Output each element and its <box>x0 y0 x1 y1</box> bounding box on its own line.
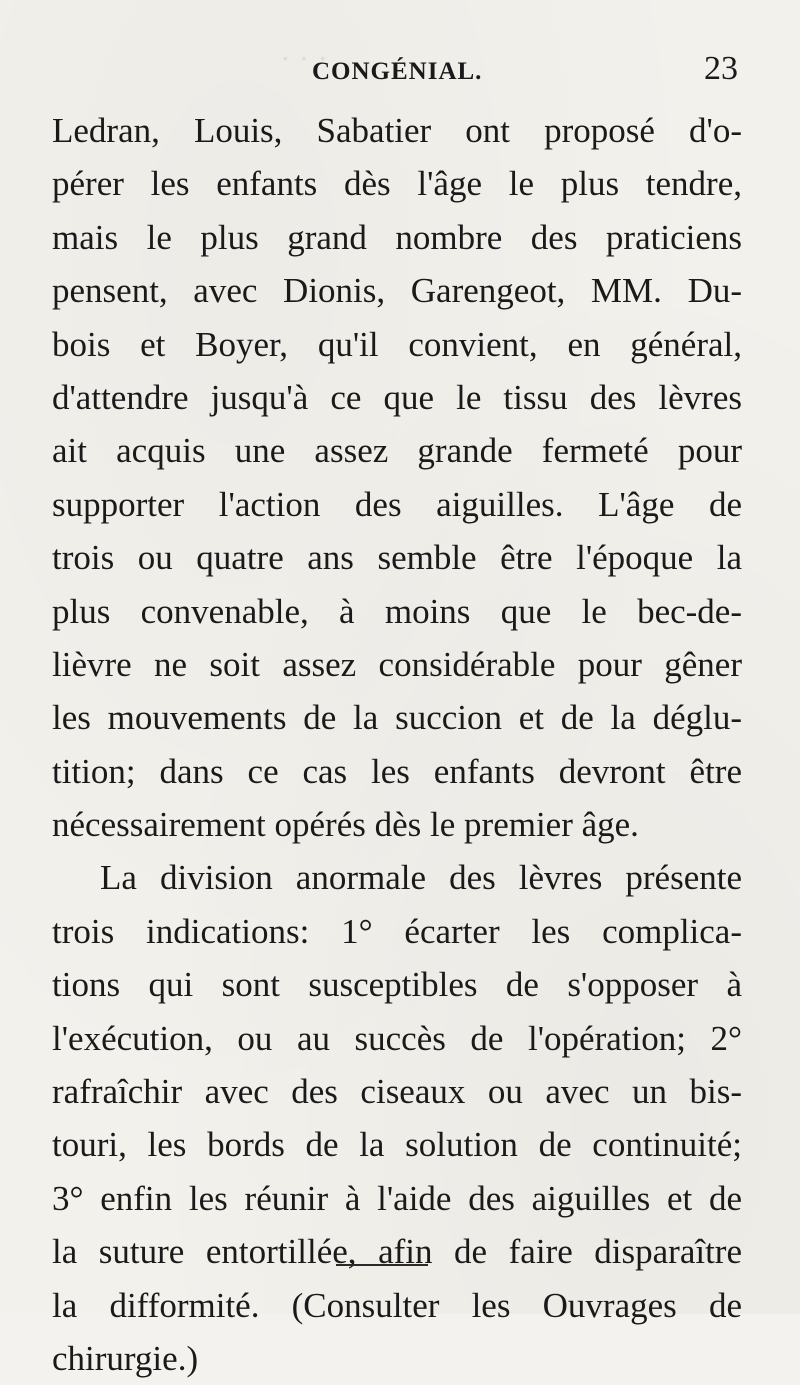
text-line: les mouvements de la succion et de la déglu- <box>52 698 742 738</box>
text-line: Ledran, Louis, Sabatier ont proposé d'o- <box>52 111 742 150</box>
text-line: rafraîchir avec des ciseaux ou avec un bis- <box>52 1072 742 1112</box>
text-line: trois indications: 1° écarter les complica- <box>52 911 742 951</box>
text-line: bois et Boyer, qu'il convient, en général, <box>52 324 742 364</box>
text-line: ait acquis une assez grande fermeté pour <box>52 431 742 471</box>
running-head <box>0 50 800 90</box>
text-line: 3° enfin les réunir à l'aide des aiguilles et de <box>52 1178 742 1218</box>
text-line: plus convenable, à moins que le bec-de- <box>52 591 742 631</box>
text-line: nécessairement opérés dès le premier âge. <box>52 805 639 845</box>
text-line: l'exécution, ou au succès de l'opération; 2° <box>52 1018 742 1058</box>
text-line: trois ou quatre ans semble être l'époque la <box>52 538 742 578</box>
text-line: la difformité. (Consulter les Ouvrages de <box>52 1285 742 1325</box>
text-line: pensent, avec Dionis, Garengeot, MM. Du- <box>52 271 742 311</box>
text-line: La division anormale des lèvres présente <box>100 858 742 898</box>
text-line: touri, les bords de la solution de continuité; <box>52 1125 742 1165</box>
running-title: CONGÉNIAL. <box>312 58 483 85</box>
end-rule <box>336 1264 428 1266</box>
text-line: mais le plus grand nombre des praticiens <box>52 217 742 257</box>
text-line: tition; dans ce cas les enfants devront être <box>52 751 742 791</box>
text-line: supporter l'action des aiguilles. L'âge de <box>52 484 742 524</box>
page-number: 23 <box>704 50 738 87</box>
show-through-top: · · · <box>280 40 328 76</box>
body-text <box>52 104 742 1385</box>
text-line: pérer les enfants dès l'âge le plus tendre, <box>52 164 742 204</box>
text-line: lièvre ne soit assez considérable pour gêner <box>52 644 742 684</box>
text-line: chirurgie.) <box>52 1338 199 1378</box>
text-line: la suture entortillée, afin de faire disparaître <box>52 1232 742 1272</box>
text-line: tions qui sont susceptibles de s'opposer à <box>52 965 742 1005</box>
text-line: d'attendre jusqu'à ce que le tissu des lèvres <box>52 377 742 417</box>
paragraph-2 <box>52 851 742 1385</box>
paragraph-1 <box>52 104 742 851</box>
